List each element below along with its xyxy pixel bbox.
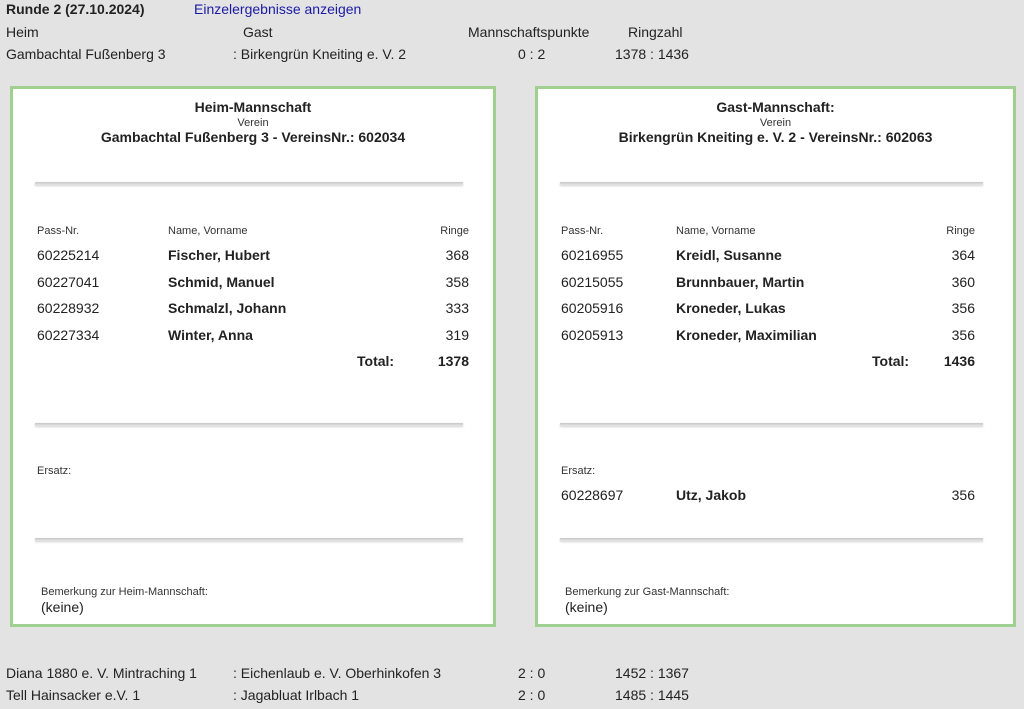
- player-name: Schmalzl, Johann: [168, 300, 287, 316]
- guest-club-name: Birkengrün Kneiting e. V. 2 - VereinsNr.: 602063: [618, 129, 933, 145]
- home-panel-title: Heim-Mannschaft: [194, 99, 312, 115]
- ersatz-label: Ersatz:: [37, 465, 72, 477]
- player-rings: 358: [445, 274, 469, 290]
- remark-label: Bemerkung zur Gast-Mannschaft:: [565, 586, 730, 598]
- total-label: Total:: [872, 353, 910, 369]
- col-pass-nr: Pass-Nr.: [561, 225, 604, 237]
- match-points: 2 : 0: [518, 687, 546, 703]
- player-rings: 368: [445, 247, 469, 263]
- player-pass: 60228932: [37, 300, 100, 316]
- player-rings: 360: [951, 274, 975, 290]
- divider: [560, 182, 983, 185]
- player-pass: 60205916: [561, 300, 624, 316]
- col-pass-nr: Pass-Nr.: [37, 225, 80, 237]
- header-home: Heim: [6, 24, 39, 40]
- col-name: Name, Vorname: [168, 225, 248, 237]
- player-rings: 356: [951, 300, 975, 316]
- ersatz-label: Ersatz:: [561, 465, 596, 477]
- total-value: 1436: [943, 353, 975, 369]
- player-name: Schmid, Manuel: [168, 274, 275, 290]
- match-points: 0 : 2: [518, 46, 546, 62]
- player-name: Fischer, Hubert: [168, 247, 270, 263]
- header-ring-count: Ringzahl: [628, 24, 683, 40]
- divider: [560, 423, 983, 426]
- match-rings: 1452 : 1367: [615, 665, 689, 681]
- guest-team-panel: [535, 86, 1016, 627]
- match-rings: 1378 : 1436: [615, 46, 689, 62]
- home-club-name: Gambachtal Fußenberg 3 - VereinsNr.: 602034: [100, 129, 406, 145]
- match-guest-team: : Eichenlaub e. V. Oberhinkofen 3: [233, 665, 442, 681]
- player-rings: 319: [445, 327, 469, 343]
- player-rings: 364: [951, 247, 975, 263]
- show-individual-results-link[interactable]: Einzelergebnisse anzeigen: [194, 1, 362, 17]
- player-pass: 60216955: [561, 247, 624, 263]
- player-name: Brunnbauer, Martin: [676, 274, 805, 290]
- player-pass: 60205913: [561, 327, 624, 343]
- match-guest-team: : Birkengrün Kneiting e. V. 2: [233, 46, 407, 62]
- player-name: Kroneder, Maximilian: [676, 327, 817, 343]
- player-name: Kreidl, Susanne: [676, 247, 782, 263]
- divider: [35, 538, 463, 541]
- match-home-team: Diana 1880 e. V. Mintraching 1: [6, 665, 197, 681]
- player-pass: 60227041: [37, 274, 100, 290]
- remark-value: (keine): [565, 599, 608, 615]
- round-title: Runde 2 (27.10.2024): [6, 1, 145, 17]
- col-name: Name, Vorname: [676, 225, 756, 237]
- match-home-team: Gambachtal Fußenberg 3: [6, 46, 166, 62]
- guest-verein-label: Verein: [759, 117, 792, 129]
- home-team-panel: [10, 86, 496, 627]
- divider: [35, 423, 463, 426]
- player-pass: 60227334: [37, 327, 100, 343]
- total-value: 1378: [437, 353, 469, 369]
- substitute-pass: 60228697: [561, 487, 624, 503]
- total-label: Total:: [357, 353, 395, 369]
- remark-label: Bemerkung zur Heim-Mannschaft:: [41, 586, 208, 598]
- remark-value: (keine): [41, 599, 84, 615]
- col-rings: Ringe: [440, 225, 469, 237]
- match-rings: 1485 : 1445: [615, 687, 689, 703]
- player-name: Kroneder, Lukas: [676, 300, 786, 316]
- player-pass: 60225214: [37, 247, 100, 263]
- player-rings: 333: [445, 300, 469, 316]
- col-rings: Ringe: [946, 225, 975, 237]
- home-verein-label: Verein: [237, 117, 269, 129]
- player-pass: 60215055: [561, 274, 624, 290]
- player-name: Winter, Anna: [168, 327, 253, 343]
- substitute-name: Utz, Jakob: [676, 487, 747, 503]
- player-rings: 356: [951, 327, 975, 343]
- guest-panel-title: Gast-Mannschaft:: [716, 99, 835, 115]
- header-guest: Gast: [243, 24, 273, 40]
- divider: [35, 182, 463, 185]
- match-points: 2 : 0: [518, 665, 546, 681]
- match-guest-team: : Jagabluat Irlbach 1: [233, 687, 360, 703]
- match-home-team: Tell Hainsacker e.V. 1: [6, 687, 141, 703]
- divider: [560, 538, 983, 541]
- substitute-rings: 356: [951, 487, 975, 503]
- header-team-points: Mannschaftspunkte: [468, 24, 590, 40]
